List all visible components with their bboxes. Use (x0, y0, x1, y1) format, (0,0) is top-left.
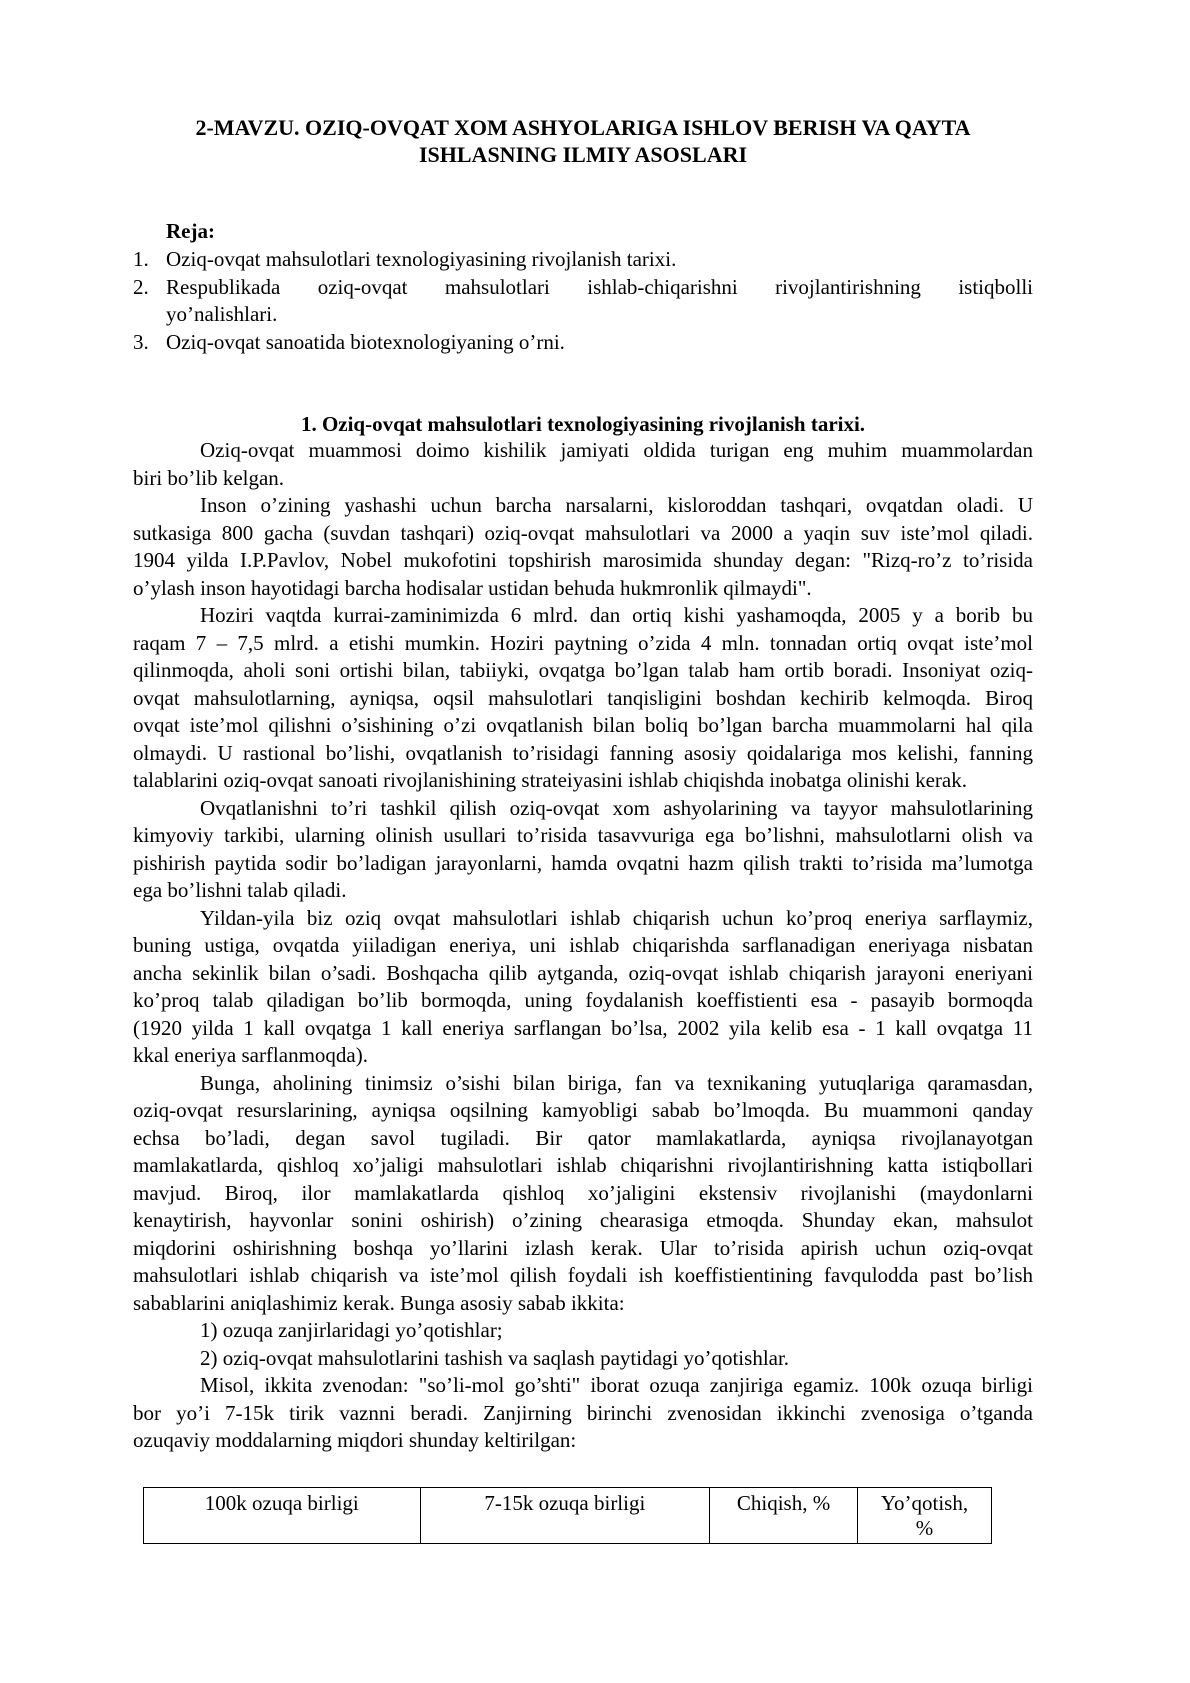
paragraph (133, 1317, 1033, 1345)
text-line: ancha sekinlik bilan o’sadi. Boshqacha qilib aytganda, oziq-ovqat ishlab chiqarish jarayoni eneriyani (133, 960, 1033, 985)
text-line: mavjud. Biroq, ilor mamlakatlarda qishloq xo’jaligini ekstensiv rivojlanishi (maydonlarni (133, 1180, 1033, 1205)
plan-list (133, 246, 1033, 356)
table-header-cell: 100k ozuqa birligi (144, 1488, 421, 1544)
text-line: Yildan-yila biz oziq ovqat mahsulotlari ishlab chiqarish uchun ko’proq eneriya sarflaymiz, (200, 905, 1033, 930)
table-header-cell: Yo’qotish, % (858, 1488, 992, 1544)
text-line: buning ustiga, ovqatda yiiladigan eneriya, uni ishlab chiqarishda sarflanadigan eneriyaga nisbatan (133, 933, 1033, 957)
text-line: mahsulotlari ishlab chiqarish va iste’mol qilish foydali ish koeffistientining favqulodda past bo’lish (133, 1263, 1033, 1287)
plan-item-line: yo’nalishlari. (166, 302, 278, 327)
text-line: sutkasiga 800 gacha (suvdan tashqari) oziq-ovqat mahsulotlari va 2000 a yaqin suv iste’mol qiladi. (133, 520, 1033, 545)
paragraph (133, 1070, 1033, 1318)
text-line: Bunga, aholining tinimsiz o’sishi bilan biriga, fan va texnikaning yutuqlariga qaramasdan, (200, 1070, 1033, 1095)
plan-item (133, 274, 1033, 329)
paragraph (133, 602, 1033, 795)
text-line: miqdorini oshirishning boshqa yo’llarini izlash kerak. Ular to’risida apirish uchun oziq-ovqat (133, 1235, 1033, 1260)
text-line: 2) oziq-ovqat mahsulotlarini tashish va saqlash paytidagi yo’qotishlar. (200, 1345, 790, 1370)
document-title (133, 114, 1033, 168)
text-line: (1920 yilda 1 kall ovqatga 1 kall eneriya sarflangan bo’lsa, 2002 yila kelib esa - 1 kall ovqatga 11 (133, 1015, 1033, 1040)
text-line: 1) ozuqa zanjirlaridagi yo’qotishlar; (200, 1318, 503, 1342)
paragraph (133, 795, 1033, 905)
text-line: biri bo’lib kelgan. (133, 465, 285, 490)
text-line: mamlakatlarda, qishloq xo’jaligi mahsulotlari ishlab chiqarishni rivojlantirishning katta istiqbollari (133, 1153, 1033, 1177)
text-line: ko’proq talab qiladigan bo’lib bormoqda, uning foydalanish koeffistienti esa - pasayib bormoqda (133, 988, 1033, 1012)
table-header-row (144, 1488, 992, 1544)
text-line: oziq-ovqat resurslarining, ayniqsa oqsilning kamyobligi sabab bo’lmoqda. Bu muammoni qanday (133, 1098, 1033, 1122)
paragraph (133, 1345, 1033, 1373)
table-header-cell: 7-15k ozuqa birligi (420, 1488, 710, 1544)
plan-item-line: Respublikada oziq-ovqat mahsulotlari ishlab-chiqarishni rivojlantirishning istiqbolli (166, 274, 1033, 299)
plan-item-text (166, 329, 1033, 357)
paragraph (133, 1372, 1033, 1455)
text-line: kimyoviy tarkibi, ularning olinish usullari to’risida tasavvuriga ega bo’lishni, mahsulotlarni olish va (133, 823, 1033, 847)
text-line: ega bo’lishni talab qiladi. (133, 878, 347, 902)
text-line: kkal eneriya sarflanmoqda). (133, 1043, 368, 1067)
table-header-cell: Chiqish, % (710, 1488, 858, 1544)
section-body (133, 437, 1033, 1455)
text-line: raqam 7 – 7,5 mlrd. a etishi mumkin. Hoziri paytning o’zida 4 mln. tonnadan ortiq ovqat iste’mol (133, 630, 1033, 655)
text-line: ozuqaviy moddalarning miqdori shunday keltirilgan: (133, 1428, 577, 1452)
plan-item-text (166, 274, 1033, 329)
plan-item-line: Oziq-ovqat mahsulotlari texnologiyasining rivojlanish tarixi. (166, 247, 677, 271)
text-line: qilinmoqda, aholi soni ortishi bilan, tabiiyki, ovqatga bo’lgan talab ham ortib boradi. Insoniyat oziq- (133, 658, 1033, 682)
text-line: echsa bo’ladi, degan savol tugiladi. Bir qator mamlakatlarda, ayniqsa rivojlanayotgan (133, 1125, 1033, 1150)
text-line: Ovqatlanishni to’ri tashkil qilish oziq-ovqat xom ashyolarining va tayyor mahsulotlarining (200, 795, 1033, 820)
title-line: 2-MAVZU. OZIQ-OVQAT XOM ASHYOLARIGA ISHLOV BERISH VA QAYTA (195, 115, 971, 140)
plan-item-number: 2. (133, 274, 149, 299)
text-line: bor yo’i 7-15k tirik vaznni beradi. Zanjirning birinchi zvenosidan ikkinchi zvenosiga o’tganda (133, 1400, 1033, 1425)
text-line: kenaytirish, hayvonlar sonini oshirish) o’zining chearasiga etmoqda. Shunday ekan, mahsulot (133, 1208, 1033, 1232)
plan-item-line: Oziq-ovqat sanoatida biotexnologiyaning o’rni. (166, 329, 565, 354)
title-line: ISHLASNING ILMIY ASOSLARI (418, 142, 748, 167)
text-line: Oziq-ovqat muammosi doimo kishilik jamiyati oldida turigan eng muhim muammolardan (200, 438, 1033, 462)
text-line: Inson o’zining yashashi uchun barcha narsalarni, kisloroddan tashqari, ovqatdan oladi. U (200, 493, 1033, 517)
text-line: Misol, ikkita zvenodan: "so’li-mol go’shti" iborat ozuqa zanjiriga egamiz. 100k ozuqa birligi (200, 1373, 1033, 1397)
plan-heading: Reja: (166, 219, 215, 243)
plan-item-number: 1. (133, 247, 149, 271)
text-line: pishirish paytida sodir bo’ladigan jarayonlarni, hamda ovqatni hazm qilish trakti to’risida ma’lumotga (133, 850, 1033, 875)
paragraph (133, 905, 1033, 1070)
plan-item (133, 329, 1033, 357)
text-line: 1904 yilda I.P.Pavlov, Nobel mukofotini topshirish marosimida shunday degan: "Rizq-ro’z to’risida (133, 548, 1033, 572)
text-line: talablarini oziq-ovqat sanoati rivojlanishining strateiyasini ishlab chiqishda inobatga olinishi kerak. (133, 768, 967, 792)
text-line: olmaydi. U rastional bo’lishi, ovqatlanish to’risidagi fanning asosiy qoidalariga mos kelishi, fanning (133, 740, 1033, 765)
paragraph (133, 492, 1033, 602)
text-line: sabablarini aniqlashimiz kerak. Bunga asosiy sabab ikkita: (133, 1290, 625, 1315)
text-line: Hoziri vaqtda kurrai-zaminimizda 6 mlrd. dan ortiq kishi yashamoqda, 2005 y a borib bu (200, 603, 1033, 627)
text-line: o’ylash inson hayotidagi barcha hodisalar ustidan behuda hukmronlik qilmaydi". (133, 575, 812, 600)
section-heading: 1. Oziq-ovqat mahsulotlari texnologiyasining rivojlanish tarixi. (300, 412, 866, 436)
text-line: ovqat mahsulotlarning, ayniqsa, oqsil mahsulotlari tanqisligini boshdan kechirib kelmoqda. Biroq (133, 685, 1033, 710)
paragraph (133, 437, 1033, 492)
plan-item (133, 246, 1033, 274)
plan-item-text (166, 246, 1033, 274)
data-table (143, 1487, 992, 1544)
plan-item-number: 3. (133, 329, 149, 354)
text-line: ovqat iste’mol qilishni o’sishining o’zi ovqatlanish bilan boliq bo’lgan barcha muammolarni hal qila (133, 713, 1033, 737)
